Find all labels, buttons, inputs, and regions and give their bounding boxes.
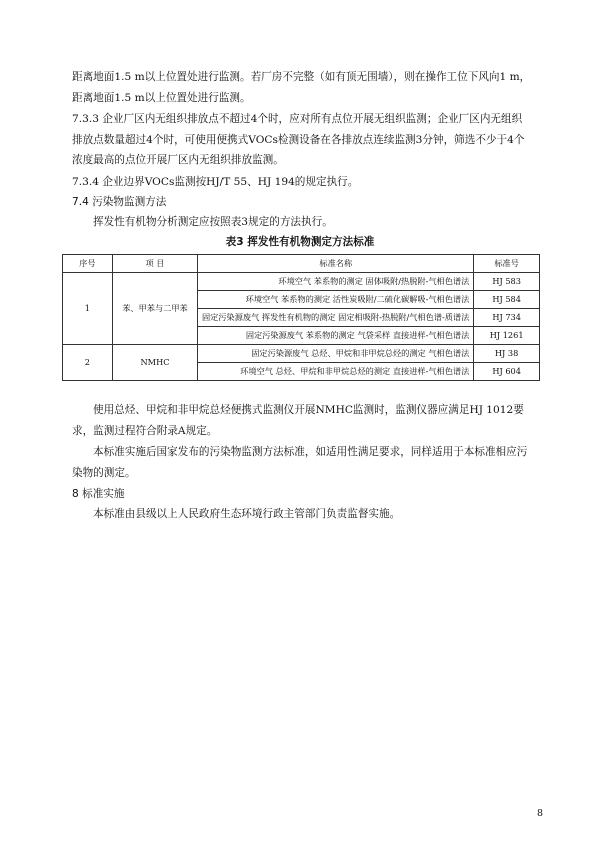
header-item: 项 目 bbox=[112, 255, 198, 273]
clause-7-3-3: 7.3.3 企业厂区内无组织排放点不超过4个时，应对所有点位开展无组织监测；企业厂区内无组织排放点数量超过4个时，可使用便携式VOCs检测设备在各排放点连续监测3分钟，筛选不少于4个浓度最高的点位开展厂区内无组织排放监测。 bbox=[72, 113, 525, 166]
table-3-caption: 表3 挥发性有机物测定方法标准 bbox=[225, 236, 375, 248]
standard-name: 固定污染源废气 挥发性有机物的测定 固定相吸附-热脱附/气相色谱-质谱法 bbox=[198, 309, 474, 327]
standard-name: 环境空气 总烃、甲烷和非甲烷总烃的测定 直接进样-气相色谱法 bbox=[198, 363, 474, 381]
section-8-text: 本标准由县级以上人民政府生态环境行政主管部门负责监督实施。 bbox=[93, 508, 401, 520]
standard-code: HJ 38 bbox=[474, 345, 540, 363]
header-name: 标准名称 bbox=[198, 255, 474, 273]
nmhc-instrument-paragraph: 使用总烃、甲烷和非甲烷总烃便携式监测仪开展NMHC监测时，监测仪器应满足HJ 1012要求，监测过程符合附录A规定。 bbox=[72, 404, 524, 437]
standard-code: HJ 604 bbox=[474, 363, 540, 381]
header-no: 序号 bbox=[63, 255, 113, 273]
standard-code: HJ 583 bbox=[474, 273, 540, 291]
group-2-item: NMHC bbox=[112, 345, 198, 381]
standard-code: HJ 584 bbox=[474, 291, 540, 309]
section-7-4-heading: 7.4 污染物监测方法 bbox=[72, 196, 167, 208]
group-1-item: 苯、甲苯与二甲苯 bbox=[112, 273, 198, 345]
table-row bbox=[63, 345, 540, 363]
standard-code: HJ 1261 bbox=[474, 327, 540, 345]
header-code: 标准号 bbox=[474, 255, 540, 273]
standard-code: HJ 734 bbox=[474, 309, 540, 327]
group-2-no: 2 bbox=[63, 345, 113, 381]
standard-name: 环境空气 苯系物的测定 活性炭吸附/二硫化碳解吸-气相色谱法 bbox=[198, 291, 474, 309]
group-1-no: 1 bbox=[63, 273, 113, 345]
clause-7-3-4: 7.3.4 企业边界VOCs监测按HJ/T 55、HJ 194的规定执行。 bbox=[72, 176, 359, 188]
section-8-heading: 8 标准实施 bbox=[72, 488, 125, 500]
standard-name: 固定污染源废气 总烃、甲烷和非甲烷总烃的测定 气相色谱法 bbox=[198, 345, 474, 363]
section-7-4-text: 挥发性有机物分析测定应按照表3规定的方法执行。 bbox=[93, 216, 333, 228]
table-row bbox=[63, 273, 540, 291]
page-number: 8 bbox=[537, 808, 544, 819]
intro-paragraph: 距离地面1.5 m以上位置处进行监测。若厂房不完整（如有顶无围墙），则在操作工位下风向1 m，距离地面1.5 m以上位置处进行监测。 bbox=[72, 71, 531, 104]
standard-name: 固定污染源废气 苯系物的测定 气袋采样 直接进样-气相色谱法 bbox=[198, 327, 474, 345]
standard-name: 环境空气 苯系物的测定 固体吸附/热脱附-气相色谱法 bbox=[198, 273, 474, 291]
method-applicability-paragraph: 本标准实施后国家发布的污染物监测方法标准，如适用性满足要求，同样适用于本标准相应污染物的测定。 bbox=[72, 446, 528, 479]
methods-table bbox=[62, 254, 540, 381]
table-header-row bbox=[63, 255, 540, 273]
